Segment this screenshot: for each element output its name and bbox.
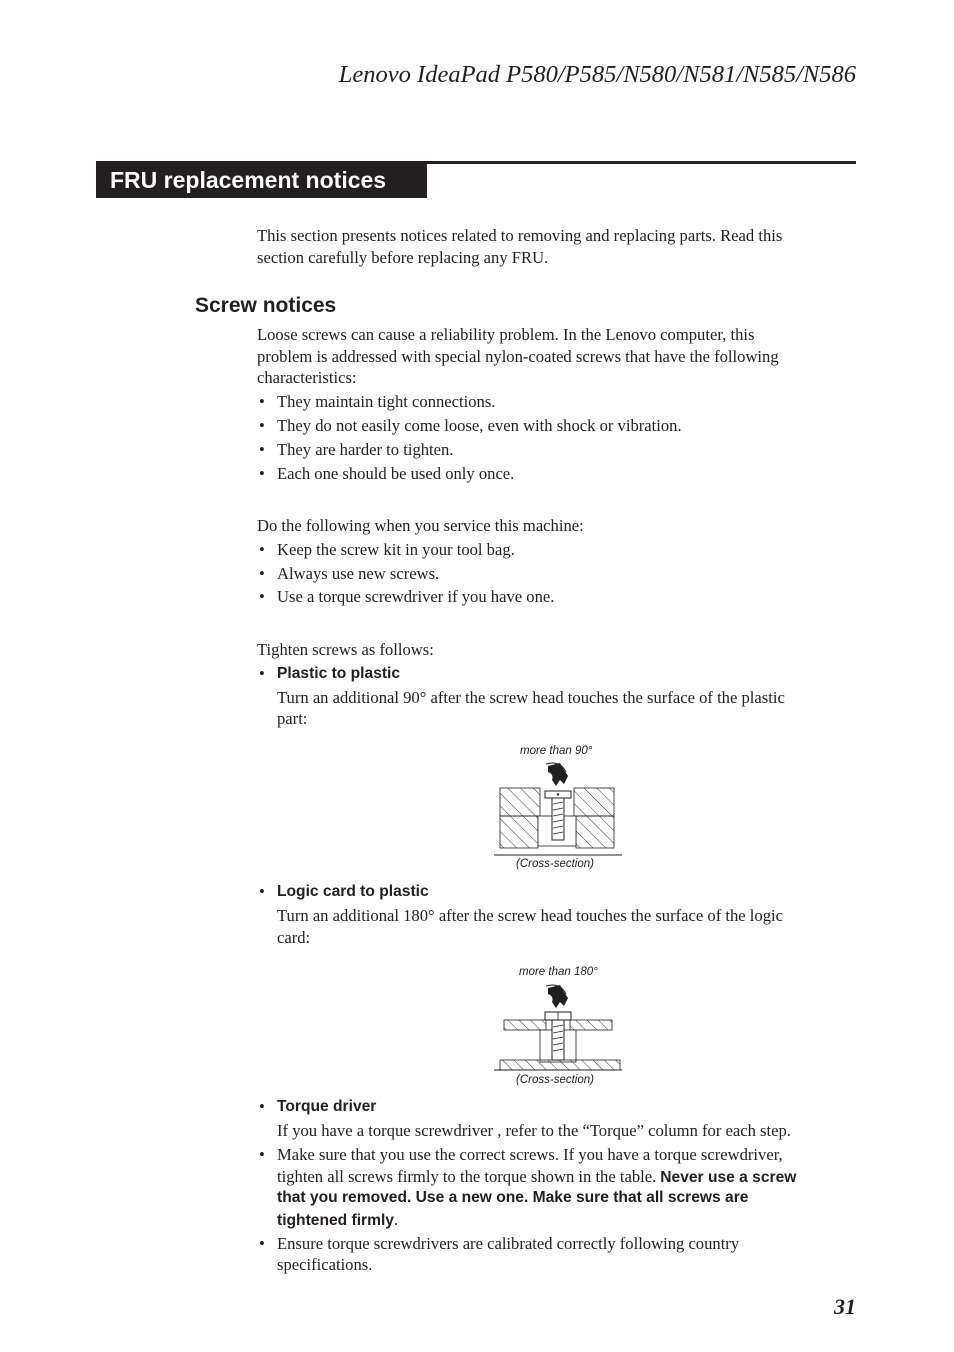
characteristic-item: They maintain tight connections.: [277, 392, 496, 411]
correct-screws-period: .: [393, 1210, 399, 1229]
logic-figure-label: more than 180°: [519, 966, 598, 978]
correct-screws-line-4: [277, 1209, 398, 1232]
correct-screws-emphasis: Never use a screw: [660, 1169, 797, 1186]
plastic-screw-diagram: [490, 758, 630, 858]
intro-line-2: section carefully before replacing any FRU.: [257, 248, 549, 267]
characteristic-item: They do not easily come loose, even with shock or vibration.: [277, 416, 682, 435]
characteristic-item: Each one should be used only once.: [277, 464, 515, 483]
characteristic-item: They are harder to tighten.: [277, 440, 454, 459]
service-item: Always use new screws.: [277, 564, 440, 583]
bullet-dot: •: [259, 1145, 265, 1164]
intro-line-1: This section presents notices related to removing and replacing parts. Read this: [257, 226, 783, 245]
plastic-to-plastic-title: Plastic to plastic: [277, 665, 401, 682]
bullet-dot: •: [259, 392, 265, 411]
bullet-dot: •: [259, 664, 265, 683]
bullet-dot: •: [259, 540, 265, 559]
plastic-figure-label: more than 90°: [520, 745, 593, 757]
bullet-dot: •: [259, 587, 265, 606]
bullet-dot: •: [259, 464, 265, 483]
rotation-arrow-icon: [548, 763, 568, 786]
screw-intro-line-1: Loose screws can cause a reliability problem. In the Lenovo computer, this: [257, 325, 755, 344]
logic-text-line-2: card:: [277, 928, 311, 947]
logic-text-line-1: Turn an additional 180° after the screw head touches the surface of the logic: [277, 906, 783, 925]
document-title: Lenovo IdeaPad P580/P585/N580/N581/N585/N586: [338, 61, 856, 88]
section-heading: FRU replacement notices: [110, 167, 387, 193]
correct-screws-text: tighten all screws firmly to the torque shown in the table.: [277, 1167, 657, 1186]
tighten-intro: Tighten screws as follows:: [257, 640, 434, 659]
bullet-dot: •: [259, 1234, 265, 1253]
logic-screw-diagram: [490, 980, 630, 1074]
bullet-dot: •: [259, 1097, 265, 1116]
page-number: 31: [834, 1294, 856, 1319]
subsection-heading: Screw notices: [195, 294, 337, 317]
rotation-arrow-icon: [548, 985, 568, 1008]
bullet-dot: •: [259, 416, 265, 435]
correct-screws-emphasis-line-4: tightened firmly: [277, 1212, 394, 1229]
plastic-figure-caption: (Cross-section): [516, 858, 594, 870]
screw-intro-line-2: problem is addressed with special nylon-coated screws that have the following: [257, 347, 779, 366]
service-item: Keep the screw kit in your tool bag.: [277, 540, 515, 559]
torque-driver-title: Torque driver: [277, 1098, 377, 1115]
logic-figure-caption: (Cross-section): [516, 1074, 594, 1086]
plastic-text-line-2: part:: [277, 709, 308, 728]
calibration-line-2: specifications.: [277, 1255, 373, 1274]
screw-intro-line-3: characteristics:: [257, 368, 357, 387]
bullet-dot: •: [259, 440, 265, 459]
bullet-dot: •: [259, 882, 265, 901]
correct-screws-emphasis-line-3: that you removed. Use a new one. Make sure that all screws are: [277, 1189, 749, 1206]
service-item: Use a torque screwdriver if you have one.: [277, 587, 555, 606]
torque-driver-text: If you have a torque screwdriver , refer to the “Torque” column for each step.: [277, 1121, 791, 1140]
plastic-text-line-1: Turn an additional 90° after the screw head touches the surface of the plastic: [277, 688, 785, 707]
bullet-dot: •: [259, 564, 265, 583]
service-intro: Do the following when you service this machine:: [257, 516, 584, 535]
correct-screws-line-1: Make sure that you use the correct screws. If you have a torque screwdriver,: [277, 1145, 783, 1164]
logic-card-title: Logic card to plastic: [277, 883, 429, 900]
calibration-line-1: Ensure torque screwdrivers are calibrated correctly following country: [277, 1234, 740, 1253]
correct-screws-line-2: [277, 1166, 796, 1189]
